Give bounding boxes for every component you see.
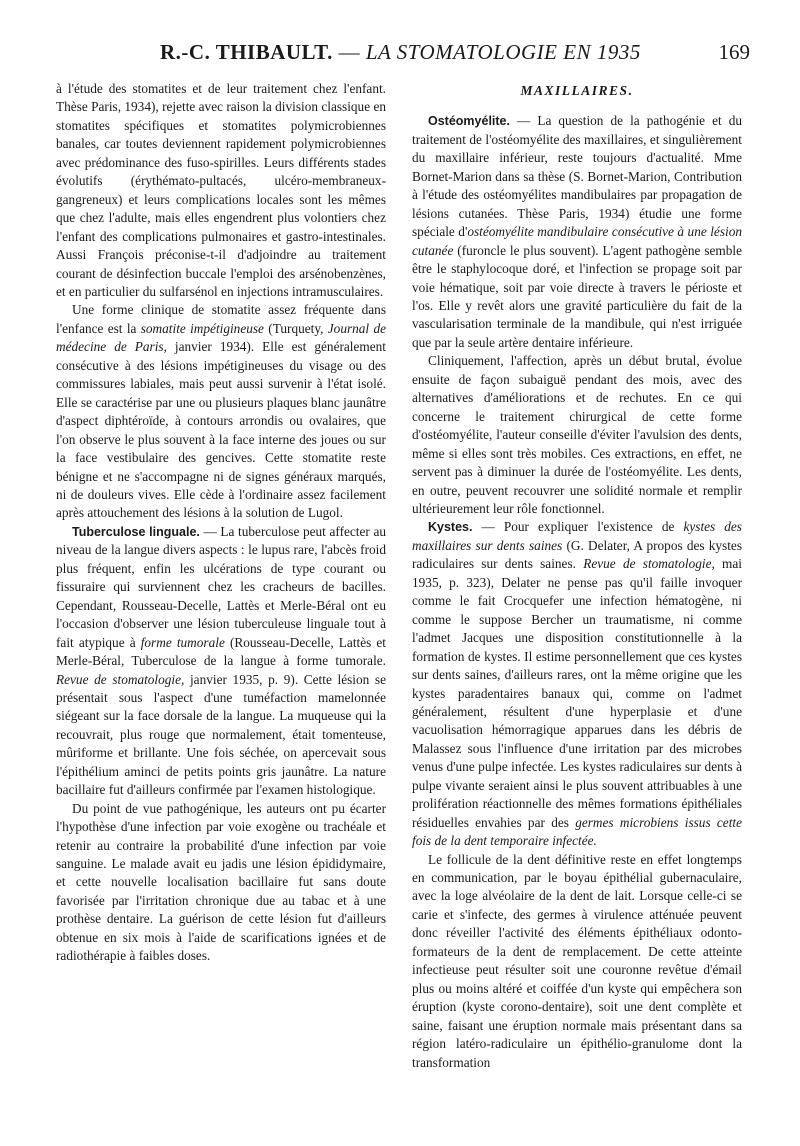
text-run: — Pour expliquer l'existence de <box>472 519 684 535</box>
header-dash: — <box>332 40 366 64</box>
subsection-heading: Ostéomyélite. <box>428 114 510 129</box>
emphasis: ostéomyélite mandibulaire consécutive à une lésion cutanée <box>412 224 742 258</box>
subsection-heading: Kystes. <box>428 520 473 535</box>
text-run: — La question de la pathogénie et du traitement de l'ostéomyélite des maxillaires, et singulièrement du maxillaire inférieur, reste toujours d'actualité. Mme Bornet-Marion dans sa thèse (S. Bornet-Marion, Contribution à l'étude des ostéomyélites mandibulaires par propagation de lésions cutanées. Thèse Paris, 1934) étudie une forme spéciale d' <box>412 113 742 240</box>
paragraph <box>412 518 742 850</box>
emphasis: somatite impétigineuse <box>140 320 264 336</box>
left-column <box>56 80 386 966</box>
paragraph <box>56 301 386 522</box>
text-run: janvier 1935, p. 9). Cette lésion se présentait sous l'aspect d'une tuméfaction mamelonnée siégeant sur la face dorsale de la langue. La muqueuse qui la recouvrait, plus rouge que normalement, était tomenteuse, mûriforme et brillante. Une fois séchée, on apercevait sous l'épithélium aminci de petits points gris jaunâtre. La nature bacillaire fut d'ailleurs confirmée par l'examen histologique. <box>56 671 386 798</box>
paragraph <box>56 523 386 800</box>
text-run: — La tuberculose peut affecter au niveau de la langue divers aspects : le lupus rare, l'abcès froid plus fréquent, enfin les ulcérations de type courant ou fissuraire qui surviennent chez les cracheurs de bacilles. Cependant, Rousseau-Decelle, Lattès et Merle-Béral ont eu l'occasion d'observer une lésion tuberculeuse linguale tout à fait atypique à <box>56 523 386 650</box>
text-run: mai 1935, p. 323), Delater ne pense pas qu'il faille invoquer comme le fait Crocquefer une infection hématogène, ni comme le suppose Bercher un traumatisme, ni comme l'admet Jacques une disposition constitutionnelle à la formation de kystes. Il estime personnellement que ces kystes sur dents saines, d'ailleurs rares, ont la même origine que les kystes paradentaires banaux qui, comme on l'admet généralement, résultent d'une hyperplasie et d'une vacuolisation hémorragique apparues dans les débris de Malassez sous l'influence d'une irritation par des microbes venus d'une pulpe infectée. Les kystes radiculaires sur dents à pulpe vivante seraient ainsi le plus souvent attribuables à une prolifération réactionnelle des mêmes formations épithéliales résiduelles envahies par des <box>412 556 742 830</box>
page-number: 169 <box>718 40 750 64</box>
text-run: (furoncle le plus souvent). L'agent pathogène semble être le staphylocoque doré, et l'infection se propage soit par voie hématique, soit par voie directe à travers le périoste et l'os. Elle y revêt alors une gravité particulière du fait de la vascularisation terminale de la mandibule, qui n'est irriguée que par la seule artère dentaire inférieure. <box>412 242 742 350</box>
text-run: (Turquety, <box>263 320 328 336</box>
paragraph: Le follicule de la dent définitive reste en effet longtemps en communication, par le boyau épithélial gubernaculaire, avec la loge alvéolaire de la dent de lait. Lorsque celle-ci se carie et s'infecte, des germes à virulence atténuée peuvent donc réveiller l'activité des éléments épithéliaux odonto-formateurs de la dent de remplacement. De cette atteinte infectieuse peut résulter soit une couronne revêtue d'émail plus ou moins altéré et coiffée d'un kyste qui empêchera son éruption (kyste corono-dentaire), soit une dent complète et saine, faisant une éruption normale mais présentant dans sa région latéro-radiculaire un épithélio-granulome dont la transformation <box>412 851 742 1070</box>
text-run: (G. Delater, A propos des kystes radiculaires sur dents saines. <box>412 537 743 572</box>
emphasis: germes microbiens issus cette fois de la dent temporaire infectée. <box>412 814 742 849</box>
text-run: (Rousseau-Decelle, Lattès et Merle-Béral, Tuberculose de la langue à forme tumorale. <box>56 634 386 669</box>
emphasis: Journal de médecine de Paris, <box>56 320 386 355</box>
section-title: MAXILLAIRES. <box>520 83 634 98</box>
header-journal: LA STOMATOLOGIE EN 1935 <box>365 40 641 64</box>
emphasis: Revue de stomatologie, <box>56 671 185 687</box>
paragraph: Du point de vue pathogénique, les auteurs ont pu écarter l'hypothèse d'une infection par voie exogène ou trachéale et retenir au contraire la probabilité d'une infection par voie sanguine. Le malade avait eu jadis une lésion épididymaire, et cette nouvelle localisation bacillaire fut sans doute favorisée par l'irritation chronique due au tabac et à une prothèse dentaire. La guérison de cette lésion fut d'ailleurs obtenue en six mois à l'aide de scarifications ignées et de radiothérapie à faibles doses. <box>56 800 386 964</box>
emphasis: kystes des maxillaires sur dents saines <box>412 519 742 553</box>
header-author: R.-C. THIBAULT. <box>160 40 333 64</box>
paragraph: à l'étude des stomatites et de leur traitement chez l'enfant. Thèse Paris, 1934), rejette avec raison la division classique en stomatites spécifiques et stomatites polymicrobiennes banales, car toutes deviennent rapidement polymicrobiennes avec prédominance des fuso-spirilles. Leurs différents stades évolutifs (érythémato-pultacés, ulcéro-membraneux-gangreneux) et leurs complications locales sont les mêmes que chez l'adulte, mais elles engendrent plus volontiers chez l'enfant des complications pulmonaires et gastro-intestinales. Aussi François préconise-t-il d'adjoindre au traitement courant de désinfection buccale l'emploi des arsénobenzènes, et en particulier du sulfarsénol en injections intramusculaires. <box>56 81 386 299</box>
running-header <box>60 40 750 74</box>
paragraph <box>412 112 742 352</box>
header-title <box>160 40 641 65</box>
emphasis: forme tumorale <box>140 634 225 650</box>
right-column <box>412 80 742 1072</box>
text-run: janvier 1934). Elle est généralement consécutive à des lésions impétigineuses du visage ou des commissures labiales, mais peut aussi survenir à l'état isolé. Elle se caractérise par une ou plusieurs plaques blanc jaunâtre d'aspect diphtéroïde, à contours arrondis ou ovalaires, que l'on observe le plus souvent à la face interne des joues ou sur la face vestibulaire des gencives. Cette stomatite reste bénigne et ne s'accompagne ni de signes généraux marqués, ni de douleurs vives. Elle cède à l'ordinaire assez facilement après attouchement des lésions à la solution de Lugol. <box>56 339 386 521</box>
subsection-heading: Tuberculose linguale. <box>72 524 200 539</box>
emphasis: Revue de stomatologie, <box>583 556 715 572</box>
paragraph: Cliniquement, l'affection, après un début brutal, évolue ensuite de façon subaiguë pendant des mois, avec des alternatives d'améliorations et de rechutes. En ce qui concerne le traitement chirurgical de cette forme d'ostéomyélite, l'auteur conseille d'éviter l'avulsion des dents, même si elles sont très mobiles. Ces extractions, en effet, ne servent pas à diminuer la durée de l'ostéomyélite. Les dents, en outre, peuvent recouvrer une solidité normale et remplir ultérieurement leur rôle fonctionnel. <box>412 353 742 516</box>
text-run: Une forme clinique de stomatite assez fréquente dans l'enfance est la <box>56 302 386 336</box>
